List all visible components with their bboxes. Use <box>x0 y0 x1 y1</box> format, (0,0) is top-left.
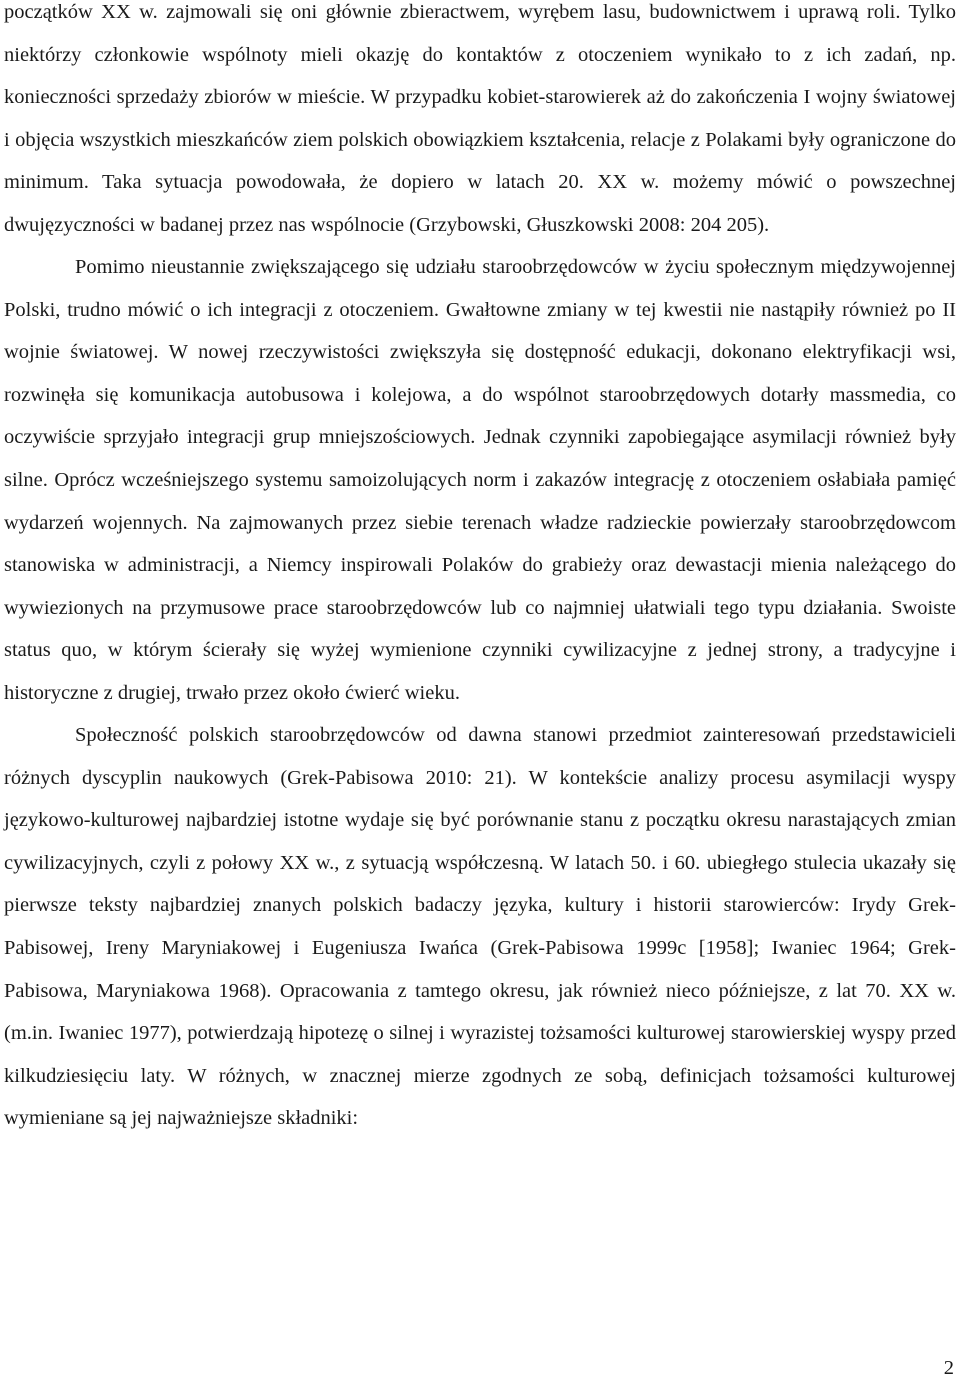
document-body <box>4 0 956 1140</box>
paragraph: początków XX w. zajmowali się oni głównie zbieractwem, wyrębem lasu, budownictwem i uprawą roli. Tylko niektórzy członkowie wspólnoty mieli okazję do kontaktów z otoczeniem wynikało to z ich zadań, np. konieczności sprzedaży zbiorów w mieście. W przypadku kobiet-starowierek aż do zakończenia I wojny światowej i objęcia wszystkich mieszkańców ziem polskich obowiązkiem kształcenia, relacje z Polakami były ograniczone do minimum. Taka sytuacja powodowała, że dopiero w latach 20. XX w. możemy mówić o powszechnej dwujęzyczności w badanej przez nas wspólnocie (Grzybowski, Głuszkowski 2008: 204 205). <box>4 1 956 236</box>
paragraph: Pomimo nieustannie zwiększającego się udziału staroobrzędowców w życiu społecznym międzywojennej Polski, trudno mówić o ich integracji z otoczeniem. Gwałtowne zmiany w tej kwestii nie nastąpiły również po II wojnie światowej. W nowej rzeczywistości zwiększyła się dostępność edukacji, dokonano elektryfikacji wsi, rozwinęła się komunikacja autobusowa i kolejowa, a do wspólnot staroobrzędowych dotarły massmedia, co oczywiście sprzyjało integracji grup mniejszościowych. Jednak czynniki zapobiegające asymilacji również były silne. Oprócz wcześniejszego systemu samoizolujących norm i zakazów integrację z otoczeniem osłabiała pamięć wydarzeń wojennych. Na zajmowanych przez siebie terenach władze radzieckie powierzały staroobrzędowcom stanowiska w administracji, a Niemcy inspirowali Polaków do grabieży oraz dewastacji mienia należącego do wywiezionych na przymusowe prace staroobrzędowców lub co najmniej ułatwiali tego typu działania. Swoiste status quo, w którym ścierały się wyżej wymienione czynniki cywilizacyjne z jednej strony, a tradycyjne i historyczne z drugiej, trwało przez około ćwierć wieku. <box>4 256 956 704</box>
paragraph: Społeczność polskich staroobrzędowców od dawna stanowi przedmiot zainteresowań przedstawicieli różnych dyscyplin naukowych (Grek-Pabisowa 2010: 21). W kontekście analizy procesu asymilacji wyspy językowo-kulturowej najbardziej istotne wydaje się być porównanie stanu z początku okresu narastających zmian cywilizacyjnych, czyli z połowy XX w., z sytuacją współczesną. W latach 50. i 60. ubiegłego stulecia ukazały się pierwsze teksty najbardziej znanych polskich badaczy języka, kultury i historii starowierców: Irydy Grek-Pabisowej, Ireny Maryniakowej i Eugeniusza Iwańca (Grek-Pabisowa 1999c [1958]; Iwaniec 1964; Grek-Pabisowa, Maryniakowa 1968). Opracowania z tamtego okresu, jak również nieco późniejsze, z lat 70. XX w. (m.in. Iwaniec 1977), potwierdzają hipotezę o silnej i wyrazistej tożsamości kulturowej starowierskiej wyspy przed kilkudziesięciu laty. W różnych, w znacznej mierze zgodnych ze sobą, definicjach tożsamości kulturowej wymieniane są jej najważniejsze składniki: <box>4 724 956 1130</box>
page-number: 2 <box>943 1357 954 1379</box>
